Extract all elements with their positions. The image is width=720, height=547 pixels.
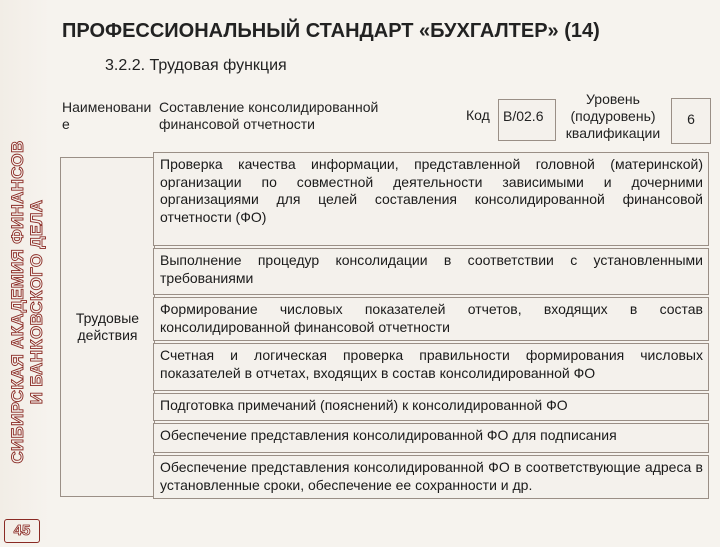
page-number: 45 <box>4 519 40 543</box>
table-row: Обеспечение представления консолидированной ФО в соответствующие адреса в установленные сроки, обеспечение ее сохранности и др. <box>153 455 709 499</box>
level-cell <box>671 98 711 144</box>
slide-subtitle: 3.2.2. Трудовая функция <box>105 57 287 74</box>
table-row: Обеспечение представления консолидированной ФО для подписания <box>153 423 709 453</box>
table-row: Формирование числовых показателей отчетов, входящих в состав консолидированной финансовой отчетности <box>153 297 709 341</box>
code-label: Код <box>466 107 490 123</box>
table-row: Выполнение процедур консолидации в соответствии с установленными требованиями <box>153 248 709 295</box>
code-cell <box>498 99 556 141</box>
name-label: Наименование <box>62 99 152 132</box>
table-row: Подготовка примечаний (пояснений) к консолидированной ФО <box>153 393 709 421</box>
table-row: Счетная и логическая проверка правильности формирования числовых показателей в отчетах, входящих в состав консолидированной ФО <box>153 343 709 391</box>
slide-title: ПРОФЕССИОНАЛЬНЫЙ СТАНДАРТ «БУХГАЛТЕР» (14) <box>62 20 600 42</box>
name-value: Составление консолидированной финансовой отчетности <box>159 99 379 132</box>
actions-label: Трудовые действия <box>75 310 140 343</box>
level-label: Уровень (подуровень) квалификации <box>565 91 661 141</box>
level-value: 6 <box>687 111 695 127</box>
sidebar-line-2: И БАНКОВСКОГО ДЕЛА <box>27 199 46 405</box>
actions-label-cell <box>60 157 155 497</box>
table-row: Проверка качества информации, представленной головной (материнской) организации по совместной деятельности зависимыми и дочерними организациями для целей составления консолидированной финансовой отчетности (ФО) <box>153 152 709 246</box>
sidebar-academy-name <box>8 57 46 547</box>
sidebar-line-1: СИБИРСКАЯ АКАДЕМИЯ ФИНАНСОВ <box>8 140 27 464</box>
code-value: B/02.6 <box>503 108 544 124</box>
